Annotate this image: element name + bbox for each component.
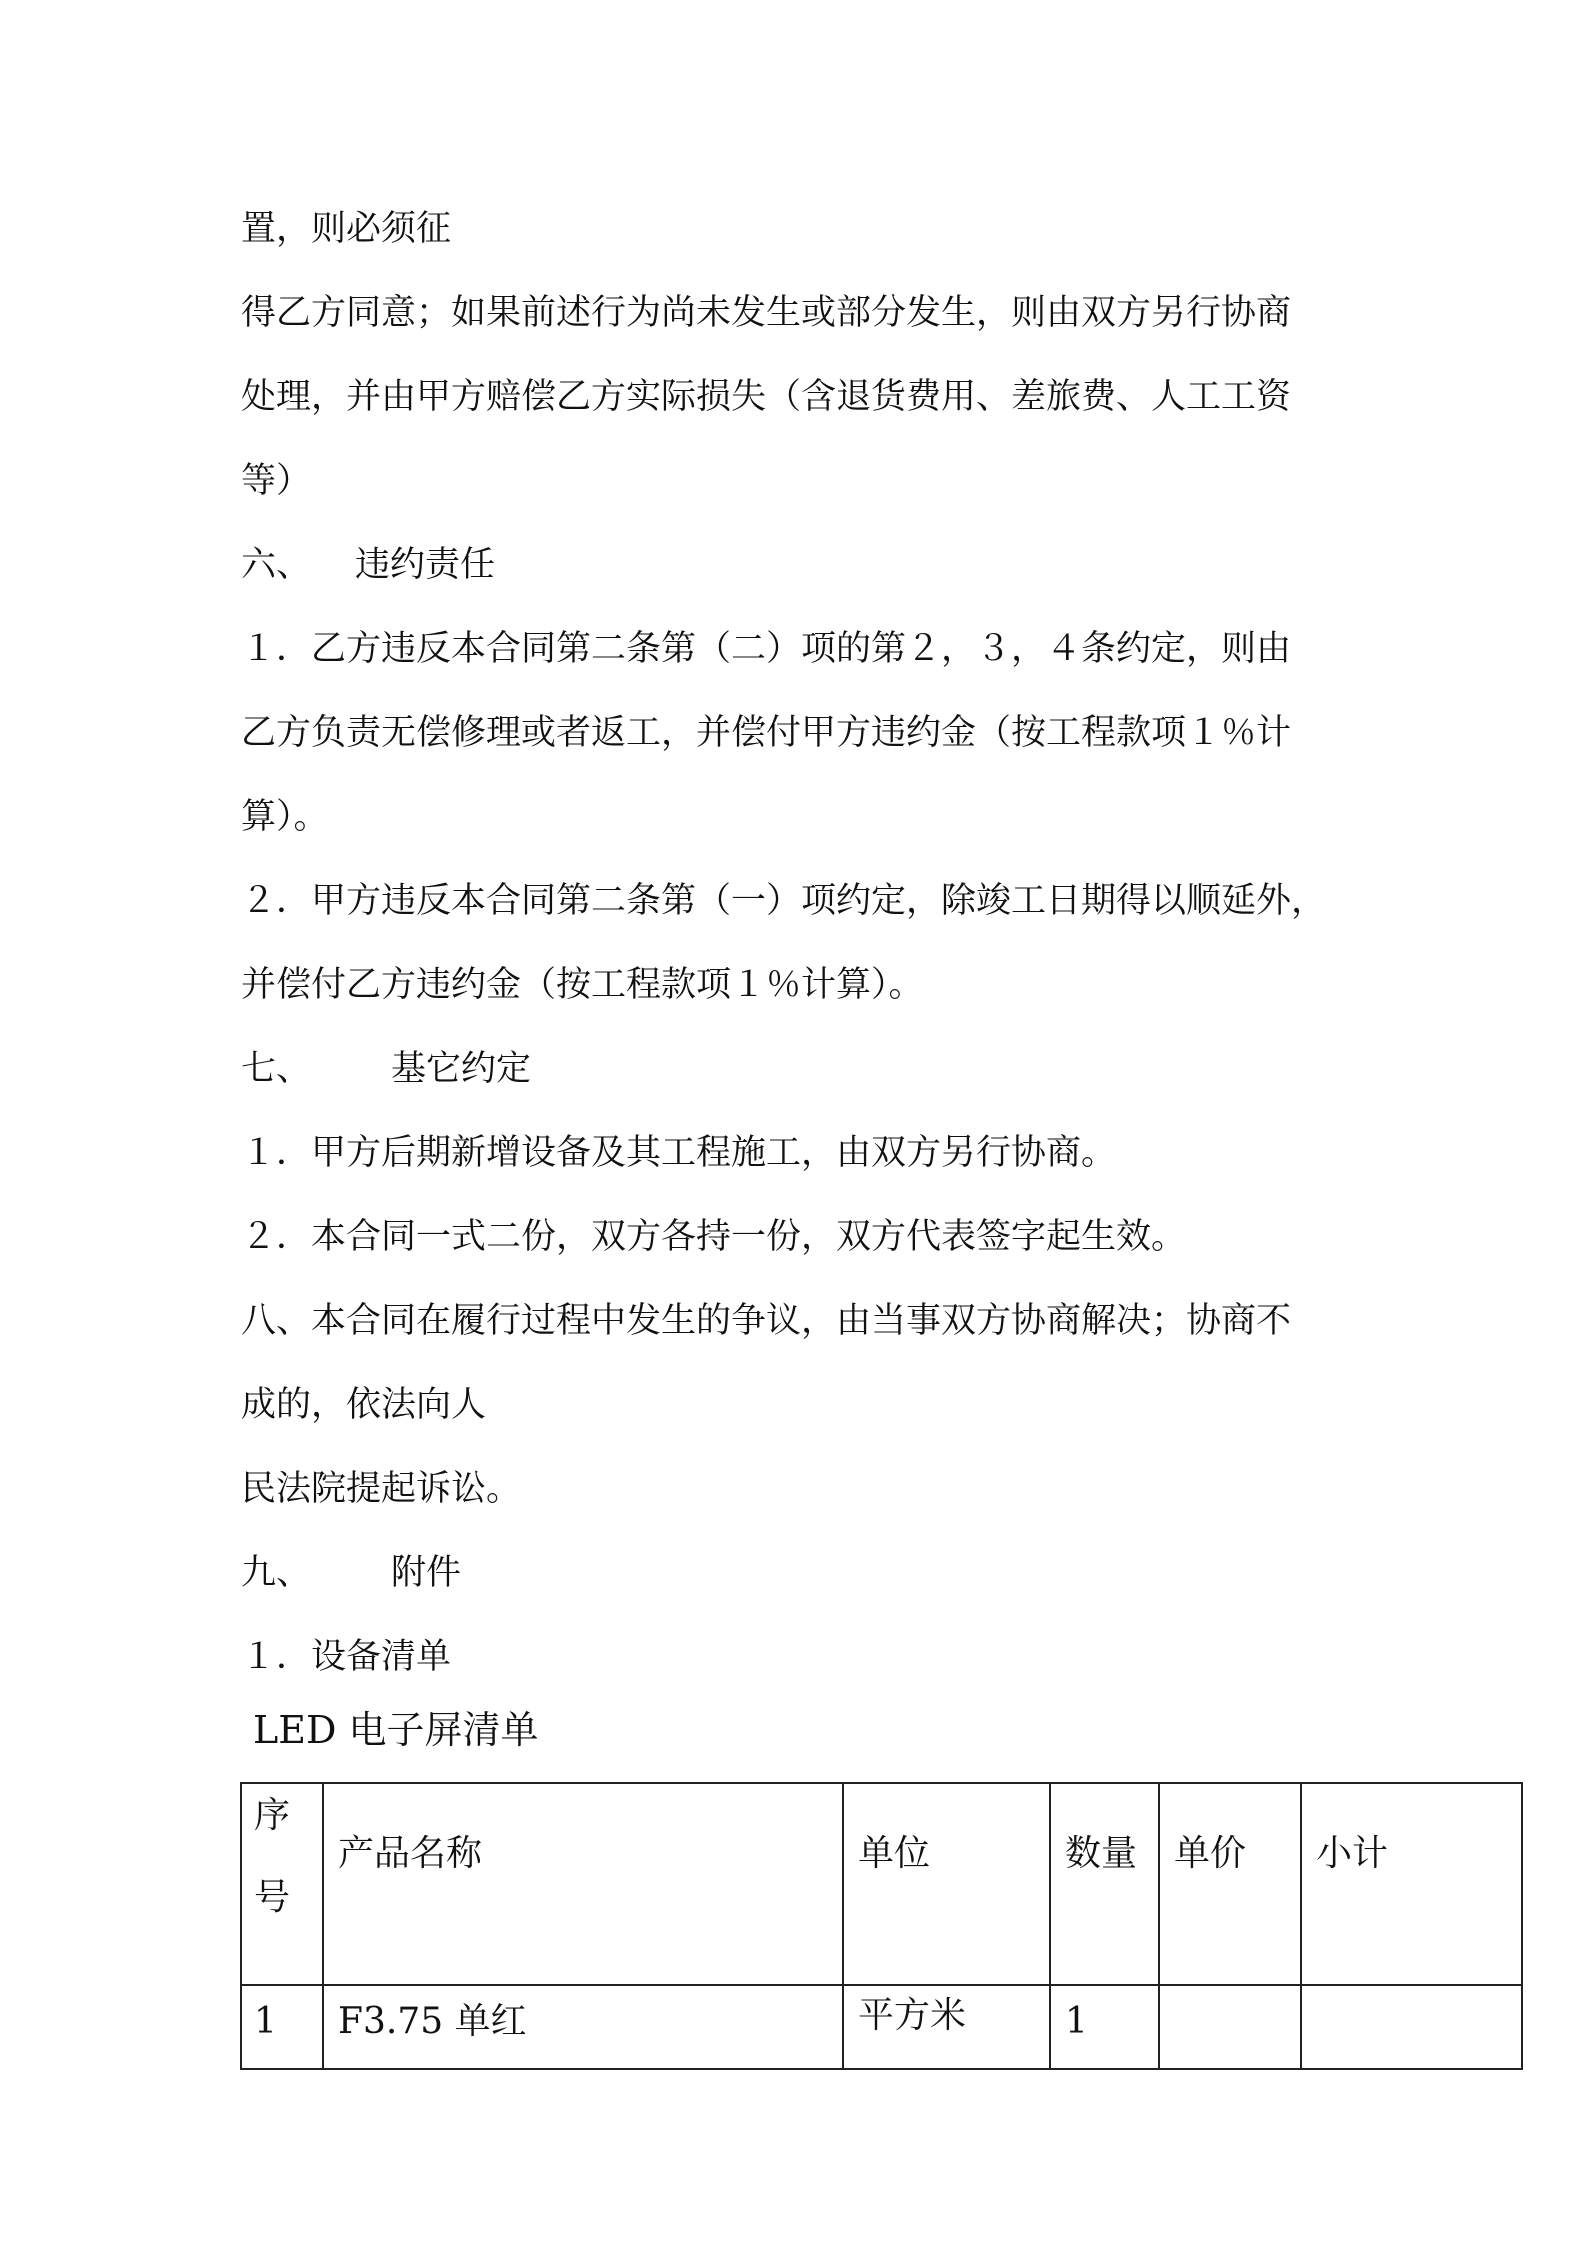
cell-price (1159, 1985, 1301, 2069)
header-seq-bottom: 号 (254, 1877, 291, 1918)
header-seq-top: 序 (254, 1795, 291, 1836)
text-line: 民法院提起诉讼。 (241, 1469, 522, 1509)
text-line: １．甲方后期新增设备及其工程施工，由双方另行协商。 (241, 1133, 1117, 1173)
text-line: 算）。 (241, 797, 329, 837)
section-heading-6 (241, 541, 495, 589)
text-line: 等） (241, 461, 312, 501)
section-heading-9 (241, 1549, 461, 1597)
text-line: １．设备清单 (241, 1637, 452, 1677)
cell-seq: 1 (241, 1985, 323, 2069)
header-seq (241, 1783, 323, 1985)
section-heading-7 (241, 1045, 531, 1093)
section-title: 违约责任 (355, 545, 496, 585)
text-line: 得乙方同意；如果前述行为尚未发生或部分发生，则由双方另行协商 (241, 293, 1292, 333)
cell-subtotal (1301, 1985, 1522, 2069)
section-title: 基它约定 (391, 1049, 532, 1089)
table-header-row (241, 1783, 1522, 1985)
header-subtotal: 小计 (1301, 1783, 1522, 1985)
text-line: １．乙方违反本合同第二条第（二）项的第２，３，４条约定，则由 (241, 629, 1292, 669)
cell-qty: 1 (1050, 1985, 1159, 2069)
header-unit: 单位 (843, 1783, 1050, 1985)
header-name: 产品名称 (323, 1783, 843, 1985)
text-line: 乙方负责无偿修理或者返工，并偿付甲方违约金（按工程款项１％计 (241, 713, 1292, 753)
text-line: 并偿付乙方违约金（按工程款项１％计算）。 (241, 965, 924, 1005)
text-line: 处理，并由甲方赔偿乙方实际损失（含退货费用、差旅费、人工工资 (241, 377, 1292, 417)
text-line: 成的，依法向人 (241, 1385, 487, 1425)
section-number: 六、 (241, 545, 312, 585)
table-row (241, 1985, 1522, 2069)
cell-name: F3.75 单红 (323, 1985, 843, 2069)
text-line: 置，则必须征 (241, 209, 452, 249)
section-title: 附件 (391, 1553, 462, 1593)
cell-unit: 平方米 (843, 1985, 1050, 2069)
header-qty: 数量 (1050, 1783, 1159, 1985)
header-price: 单价 (1159, 1783, 1301, 1985)
equipment-table (240, 1782, 1523, 2070)
table-caption: LED 电子屏清单 (253, 1708, 539, 1752)
section-number: 九、 (241, 1553, 312, 1593)
text-line: ２．本合同一式二份，双方各持一份，双方代表签字起生效。 (241, 1217, 1187, 1257)
text-line: ２．甲方违反本合同第二条第（一）项约定，除竣工日期得以顺延外， (241, 881, 1327, 921)
section-number: 七、 (241, 1049, 312, 1089)
text-line: 八、本合同在履行过程中发生的争议，由当事双方协商解决；协商不 (241, 1301, 1292, 1341)
